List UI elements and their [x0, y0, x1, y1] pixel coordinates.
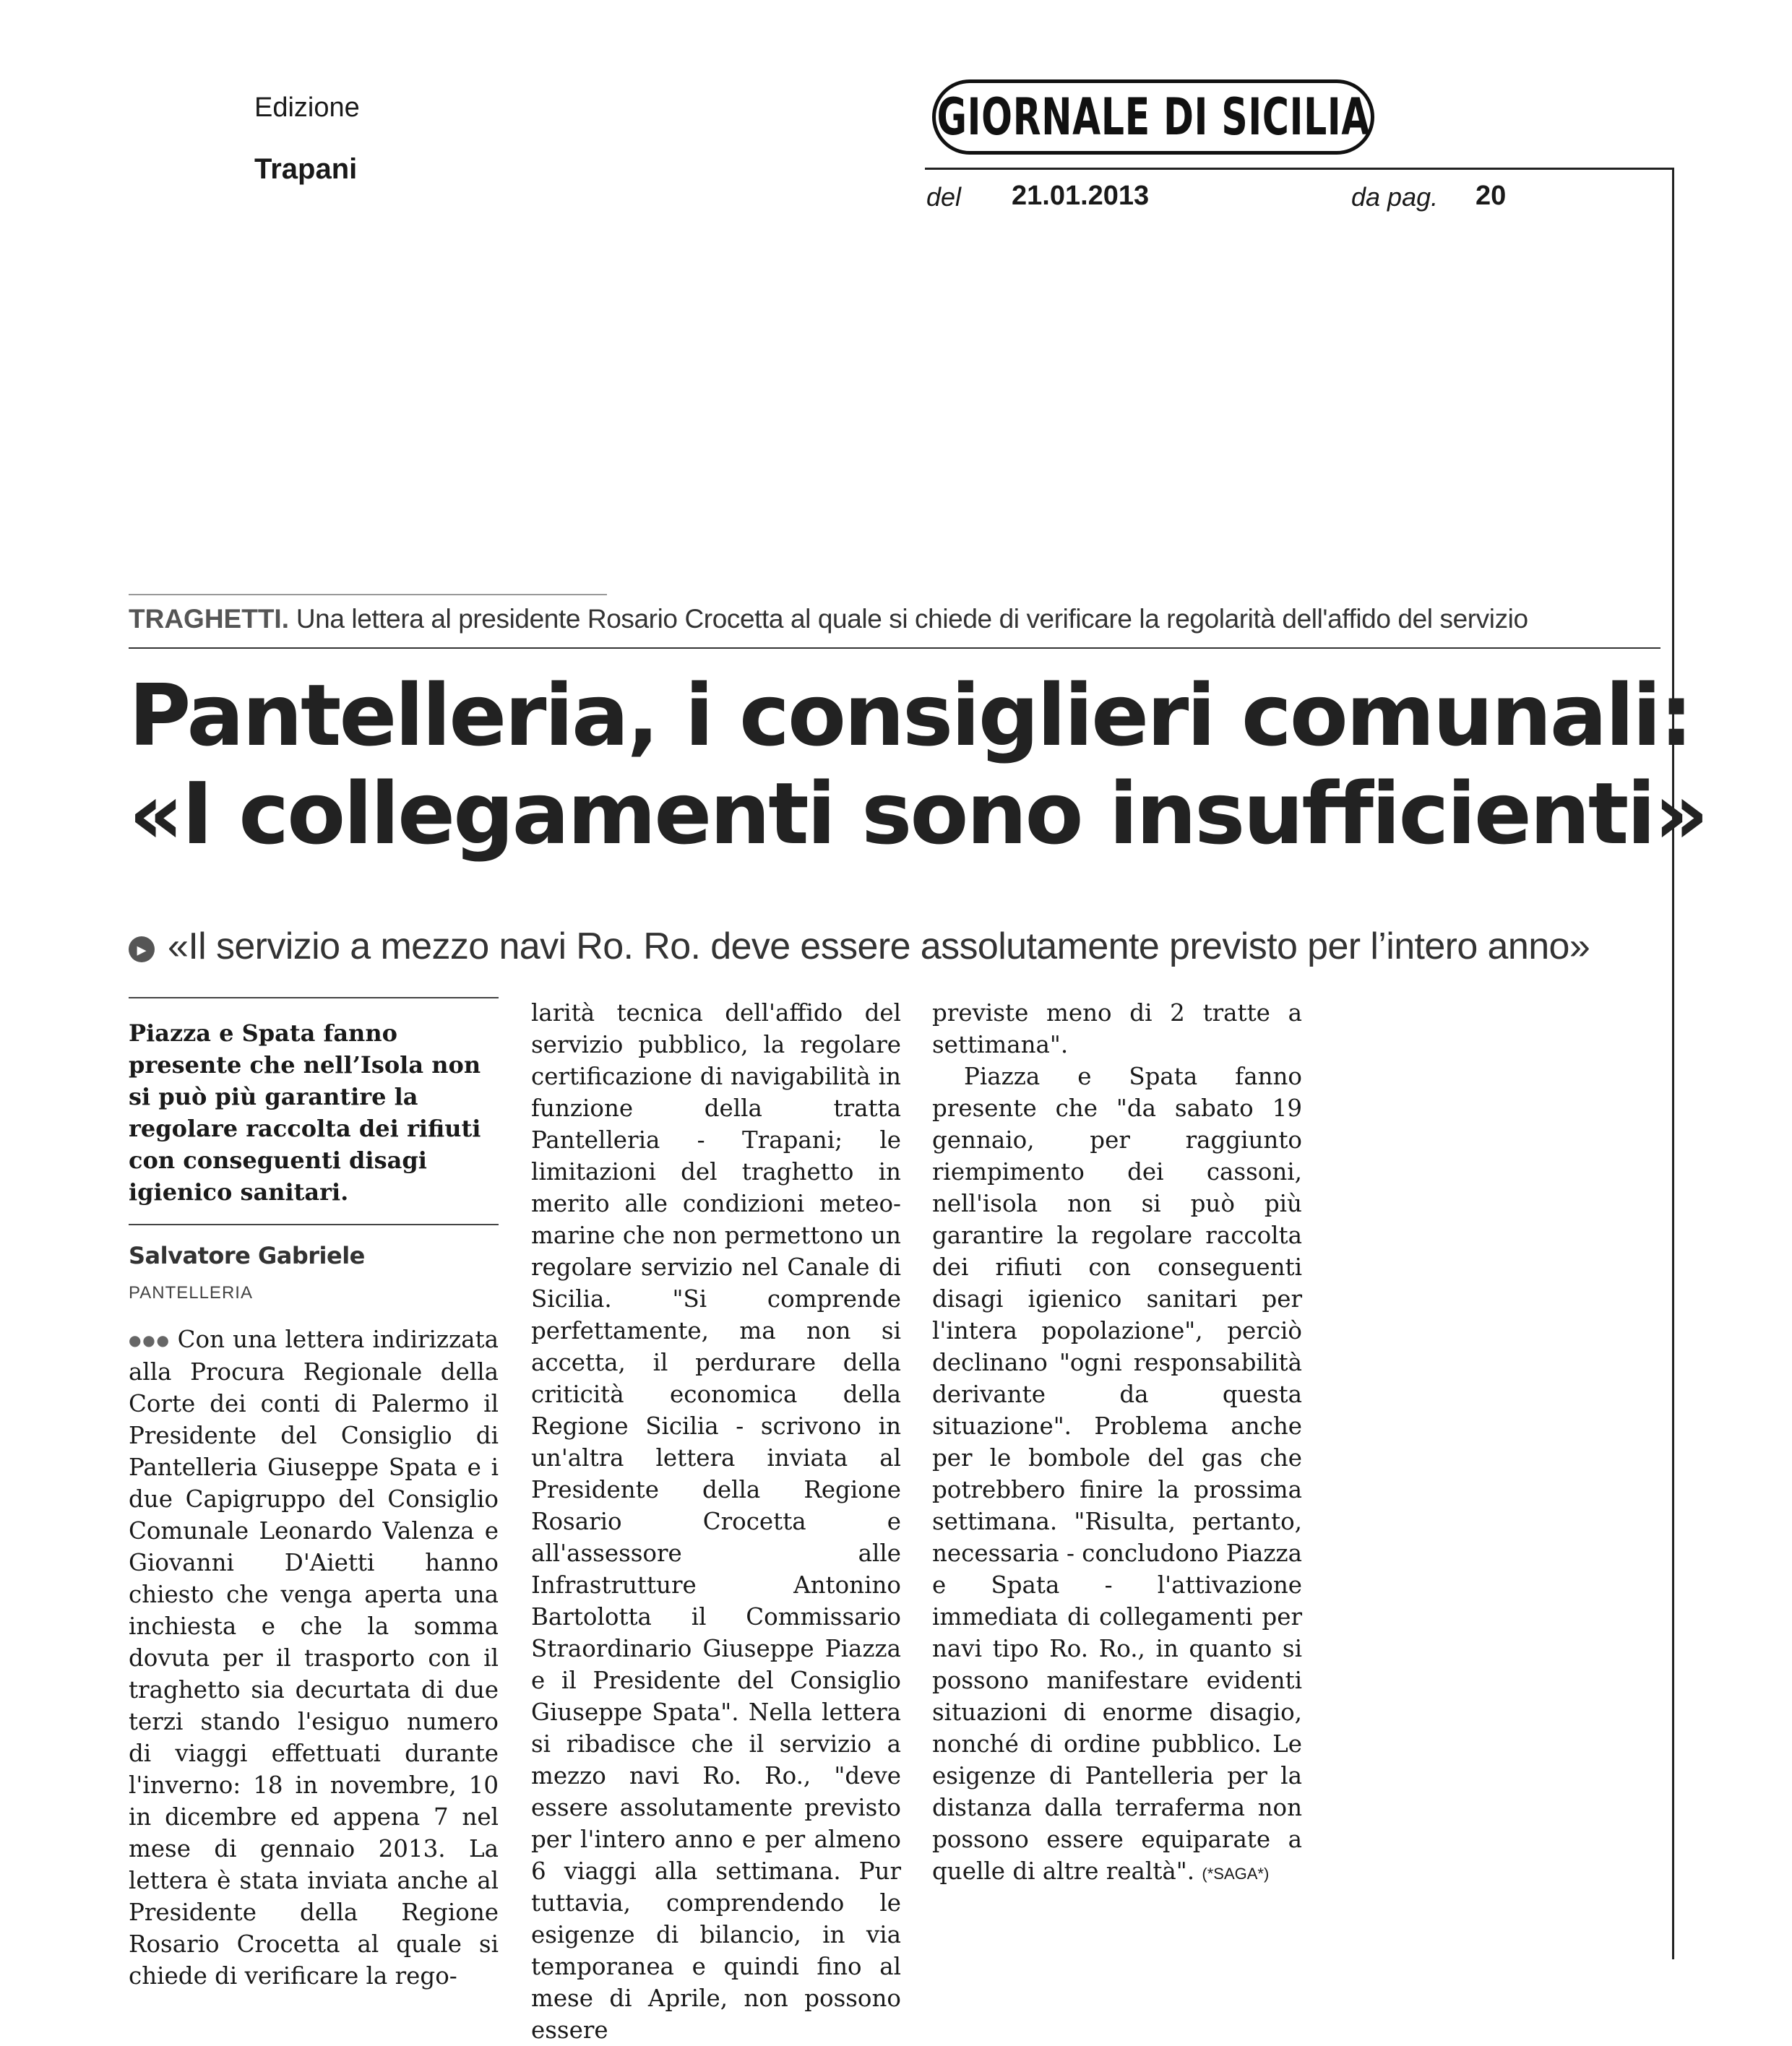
kicker [129, 604, 1660, 634]
article-summary: Piazza e Spata fanno presente che nell’Isola non si può più garantire la regolare raccolta dei rifiuti con conseguenti disagi igienico sanitari. [129, 1019, 481, 1206]
dateline-location: PANTELLERIA [129, 1283, 253, 1303]
frame-right-rule [1672, 168, 1674, 1959]
masthead-logo [932, 79, 1374, 155]
kicker-tag: TRAGHETTI. [129, 604, 289, 634]
triple-dot-icon: ●●● [129, 1331, 171, 1349]
article-column-3 [932, 997, 1302, 1890]
headline [129, 665, 1707, 863]
article-column-1 [129, 997, 499, 1992]
kicker-top-rule [129, 594, 607, 595]
kicker-bottom-rule [129, 647, 1660, 649]
date-label: del [926, 182, 962, 212]
subhead-text: «Il servizio a mezzo navi Ro. Ro. deve essere assolutamente previsto per l’intero anno» [168, 925, 1590, 967]
frame-top-rule [925, 168, 1673, 170]
subhead [129, 925, 1675, 968]
body-text-column-1: Con una lettera indirizzata alla Procura Regionale della Corte dei conti di Palermo il Presidente del Consiglio di Pantelleria Giuseppe Spata e i due Capigruppo del Consiglio Comunale Leonardo Valenza e Giovanni D'Aietti hanno chiesto che venga aperta una inchiesta e che la somma dovuta per il trasporto con il traghetto sia decurtata di due terzi stando l'esiguo numero di viaggi effettuati durante l'inverno: 18 in novembre, 10 in dicembre ed appena 7 nel mese di gennaio 2013. La lettera è stata inviata anche al Presidente della Regione Rosario Crocetta al quale si chiede di verificare la rego- [129, 1326, 499, 1990]
arrow-bullet-icon: ▸ [129, 936, 155, 962]
body-text-column-2: larità tecnica dell'affido del servizio pubblico, la regolare certificazione di navigabilità in funzione della tratta Pantelleria - Trapani; le limitazioni del traghetto in merito alle condizioni meteo-marine che non permettono un regolare servizio nel Canale di Sicilia. "Si comprende perfettamente, ma non si accetta, il perdurare della criticità economica della Regione Sicilia - scrivono in un'altra lettera inviata al Presidente della Regione Rosario Crocetta e all'assessore alle Infrastrutture Antonino Bartolotta il Commissario Straordinario Giuseppe Piazza e il Presidente del Consiglio Giuseppe Spata". Nella lettera si ribadisce che il servizio a mezzo navi Ro. Ro., "deve essere assolutamente previsto per l'intero anno e per almeno 6 viaggi alla settimana. Pur tuttavia, comprendendo le esigenze di bilancio, in via temporanea e quindi fino al mese di Aprile, non possono essere [531, 999, 901, 2044]
body-paragraph [129, 1324, 499, 1992]
body-text-column-3b: Piazza e Spata fanno presente che "da sabato 19 gennaio, per raggiunto riempimento dei cassoni, nell'isola non si può più garantire la regolare raccolta dei rifiuti con conseguenti disagi igienico sanitari per l'intera popolazione", perciò declinano "ogni responsabilità derivante da questa situazione". Problema anche per le bombole del gas che potrebbero finire la prossima settimana. "Risulta, pertanto, necessaria - concludono Piazza e Spata - l'attivazione immediata di collegamenti per navi tipo Ro. Ro., in quanto si possono manifestare evidenti situazioni di enorme disagio, nonché di ordine pubblico. Le esigenze di Pantelleria per la distanza dalla terraferma non possono essere equiparate a quelle di altre realtà". [932, 1063, 1302, 1885]
summary-bottom-rule [129, 1224, 499, 1225]
summary-top-rule [129, 997, 499, 998]
page-number: 20 [1476, 181, 1507, 211]
body-text-column-3a: previste meno di 2 tratte a settimana". [932, 999, 1302, 1058]
author-name: Salvatore Gabriele [129, 1242, 365, 1269]
masthead-title: GIORNALE DI SICILIA [936, 87, 1370, 147]
publication-date: 21.01.2013 [1012, 181, 1150, 211]
article-column-2 [531, 997, 901, 2046]
edition-label: Edizione [254, 92, 360, 123]
headline-line-2: «I collegamenti sono insufficienti» [129, 764, 1707, 863]
edition-city: Trapani [254, 153, 358, 185]
author-signature: (*SAGA*) [1202, 1865, 1270, 1883]
body-paragraph-column-3 [932, 1061, 1302, 1890]
page-label: da pag. [1351, 182, 1439, 212]
kicker-text: Una lettera al presidente Rosario Crocetta al quale si chiede di verificare la regolarità dell'affido del servizio [288, 604, 1528, 634]
headline-line-1: Pantelleria, i consiglieri comunali: [129, 665, 1692, 765]
